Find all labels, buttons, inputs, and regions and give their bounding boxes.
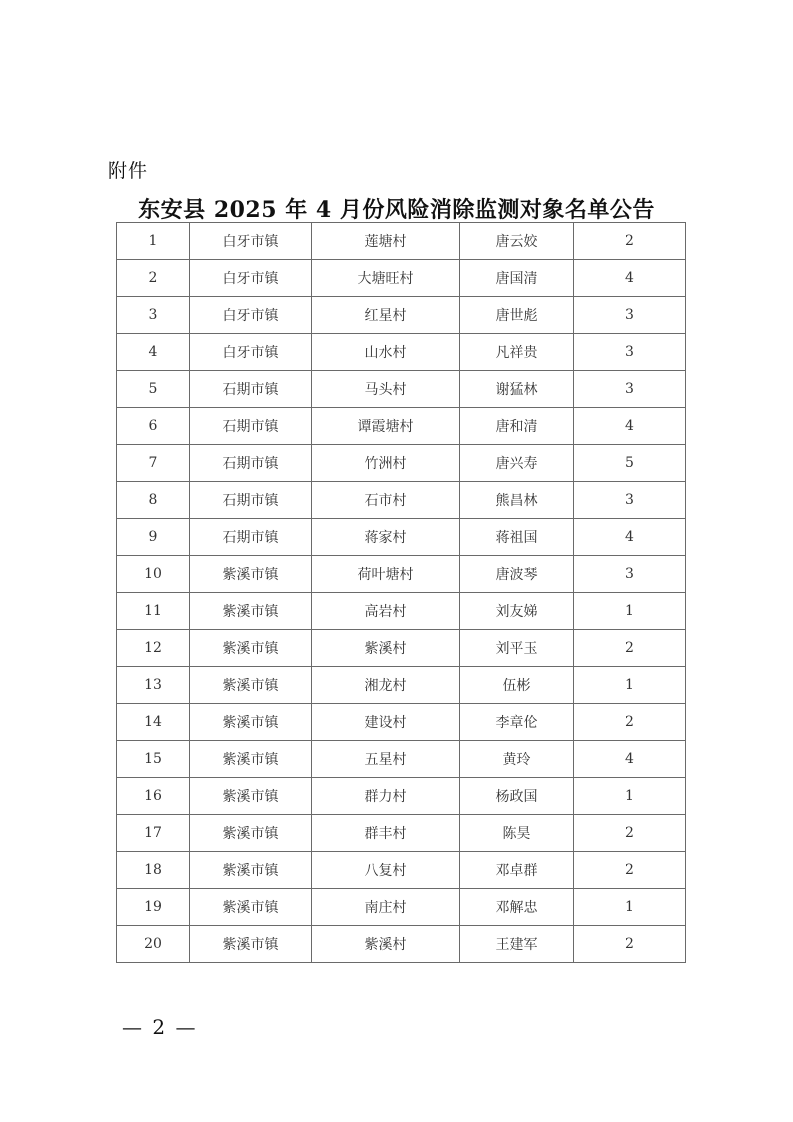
household-count-cell: 2 <box>574 815 686 852</box>
village-cell: 紫溪村 <box>312 630 460 667</box>
row-number-cell: 7 <box>117 445 190 482</box>
village-cell: 马头村 <box>312 371 460 408</box>
town-cell: 石期市镇 <box>190 482 312 519</box>
row-number-cell: 20 <box>117 926 190 963</box>
town-cell: 紫溪市镇 <box>190 815 312 852</box>
town-cell: 紫溪市镇 <box>190 630 312 667</box>
household-count-cell: 1 <box>574 667 686 704</box>
town-cell: 石期市镇 <box>190 445 312 482</box>
person-name-cell: 刘平玉 <box>460 630 574 667</box>
town-cell: 紫溪市镇 <box>190 556 312 593</box>
person-name-cell: 谢猛林 <box>460 371 574 408</box>
village-cell: 八复村 <box>312 852 460 889</box>
row-number-cell: 13 <box>117 667 190 704</box>
village-cell: 群丰村 <box>312 815 460 852</box>
village-cell: 大塘旺村 <box>312 260 460 297</box>
village-cell: 高岩村 <box>312 593 460 630</box>
row-number-cell: 8 <box>117 482 190 519</box>
village-cell: 竹洲村 <box>312 445 460 482</box>
row-number-cell: 11 <box>117 593 190 630</box>
village-cell: 湘龙村 <box>312 667 460 704</box>
town-cell: 紫溪市镇 <box>190 667 312 704</box>
table-row <box>117 667 686 704</box>
person-name-cell: 邓卓群 <box>460 852 574 889</box>
table-row <box>117 778 686 815</box>
table-row <box>117 852 686 889</box>
person-name-cell: 唐和清 <box>460 408 574 445</box>
town-cell: 白牙市镇 <box>190 334 312 371</box>
person-name-cell: 邓解忠 <box>460 889 574 926</box>
town-cell: 紫溪市镇 <box>190 889 312 926</box>
person-name-cell: 蒋祖国 <box>460 519 574 556</box>
household-count-cell: 2 <box>574 852 686 889</box>
table-row <box>117 815 686 852</box>
roster-table <box>116 222 686 963</box>
village-cell: 荷叶塘村 <box>312 556 460 593</box>
village-cell: 莲塘村 <box>312 223 460 260</box>
household-count-cell: 2 <box>574 704 686 741</box>
person-name-cell: 唐世彪 <box>460 297 574 334</box>
person-name-cell: 凡祥贵 <box>460 334 574 371</box>
person-name-cell: 伍彬 <box>460 667 574 704</box>
town-cell: 石期市镇 <box>190 519 312 556</box>
village-cell: 山水村 <box>312 334 460 371</box>
row-number-cell: 2 <box>117 260 190 297</box>
town-cell: 白牙市镇 <box>190 297 312 334</box>
town-cell: 石期市镇 <box>190 408 312 445</box>
row-number-cell: 14 <box>117 704 190 741</box>
table-row <box>117 704 686 741</box>
household-count-cell: 1 <box>574 778 686 815</box>
document-title: 东安县 2025 年 4 月份风险消除监测对象名单公告 <box>138 197 655 223</box>
village-cell: 南庄村 <box>312 889 460 926</box>
row-number-cell: 15 <box>117 741 190 778</box>
household-count-cell: 4 <box>574 408 686 445</box>
table-row <box>117 445 686 482</box>
row-number-cell: 12 <box>117 630 190 667</box>
village-cell: 蒋家村 <box>312 519 460 556</box>
person-name-cell: 唐云姣 <box>460 223 574 260</box>
household-count-cell: 3 <box>574 297 686 334</box>
attachment-label: 附件 <box>108 160 149 182</box>
town-cell: 紫溪市镇 <box>190 741 312 778</box>
household-count-cell: 1 <box>574 593 686 630</box>
town-cell: 白牙市镇 <box>190 260 312 297</box>
person-name-cell: 唐国清 <box>460 260 574 297</box>
table-row <box>117 519 686 556</box>
person-name-cell: 唐兴寿 <box>460 445 574 482</box>
household-count-cell: 3 <box>574 371 686 408</box>
row-number-cell: 19 <box>117 889 190 926</box>
town-cell: 紫溪市镇 <box>190 593 312 630</box>
table-row <box>117 482 686 519</box>
person-name-cell: 刘友娣 <box>460 593 574 630</box>
village-cell: 石市村 <box>312 482 460 519</box>
table-row <box>117 593 686 630</box>
table-row <box>117 408 686 445</box>
row-number-cell: 18 <box>117 852 190 889</box>
person-name-cell: 唐波琴 <box>460 556 574 593</box>
household-count-cell: 4 <box>574 519 686 556</box>
row-number-cell: 5 <box>117 371 190 408</box>
table-row <box>117 371 686 408</box>
row-number-cell: 9 <box>117 519 190 556</box>
table-row <box>117 260 686 297</box>
row-number-cell: 16 <box>117 778 190 815</box>
person-name-cell: 陈昊 <box>460 815 574 852</box>
household-count-cell: 3 <box>574 334 686 371</box>
town-cell: 紫溪市镇 <box>190 778 312 815</box>
village-cell: 群力村 <box>312 778 460 815</box>
household-count-cell: 2 <box>574 223 686 260</box>
row-number-cell: 6 <box>117 408 190 445</box>
household-count-cell: 2 <box>574 630 686 667</box>
town-cell: 紫溪市镇 <box>190 926 312 963</box>
village-cell: 五星村 <box>312 741 460 778</box>
row-number-cell: 10 <box>117 556 190 593</box>
household-count-cell: 2 <box>574 926 686 963</box>
table-row <box>117 926 686 963</box>
row-number-cell: 1 <box>117 223 190 260</box>
village-cell: 红星村 <box>312 297 460 334</box>
table-row <box>117 556 686 593</box>
village-cell: 建设村 <box>312 704 460 741</box>
village-cell: 谭霞塘村 <box>312 408 460 445</box>
table-row <box>117 334 686 371</box>
row-number-cell: 3 <box>117 297 190 334</box>
table-row <box>117 889 686 926</box>
household-count-cell: 5 <box>574 445 686 482</box>
row-number-cell: 4 <box>117 334 190 371</box>
household-count-cell: 4 <box>574 741 686 778</box>
table-row <box>117 630 686 667</box>
person-name-cell: 杨政国 <box>460 778 574 815</box>
table-row <box>117 741 686 778</box>
person-name-cell: 熊昌林 <box>460 482 574 519</box>
table-row <box>117 223 686 260</box>
town-cell: 石期市镇 <box>190 371 312 408</box>
roster-table-body <box>117 223 686 963</box>
row-number-cell: 17 <box>117 815 190 852</box>
town-cell: 白牙市镇 <box>190 223 312 260</box>
village-cell: 紫溪村 <box>312 926 460 963</box>
person-name-cell: 黄玲 <box>460 741 574 778</box>
person-name-cell: 王建军 <box>460 926 574 963</box>
household-count-cell: 3 <box>574 556 686 593</box>
household-count-cell: 3 <box>574 482 686 519</box>
town-cell: 紫溪市镇 <box>190 704 312 741</box>
town-cell: 紫溪市镇 <box>190 852 312 889</box>
person-name-cell: 李章伦 <box>460 704 574 741</box>
household-count-cell: 4 <box>574 260 686 297</box>
table-row <box>117 297 686 334</box>
page-number: — 2 — <box>122 1015 198 1039</box>
household-count-cell: 1 <box>574 889 686 926</box>
